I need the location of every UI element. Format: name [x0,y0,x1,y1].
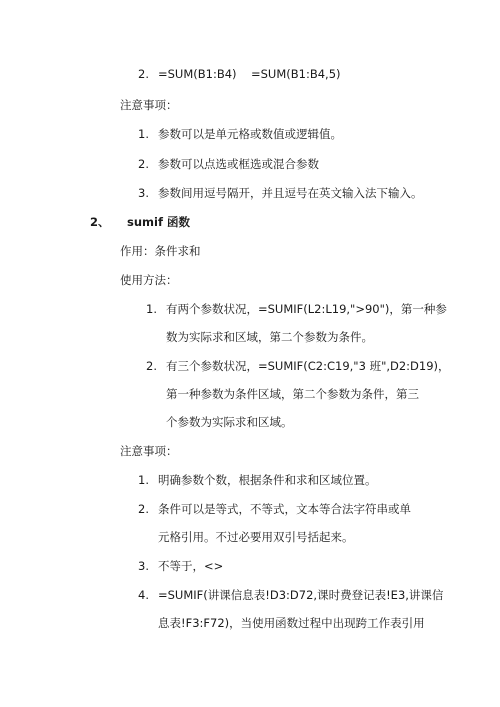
list-number: 1. [138,473,149,487]
usage-text: 有两个参数状况，=SUMIF(L2:L19,">90")，第一种参 [166,302,447,316]
list-number: 2. [138,67,149,81]
note-text: 不等于，<> [158,559,224,573]
notes-heading: 注意事项： [120,444,178,458]
note-text: =SUMIF(讲课信息表!D3:D72,课时费登记表!E3,讲课信 [158,588,444,602]
usage-text: 有三个参数状况，=SUMIF(C2:C19,"3 班",D2:D19)， [166,359,450,373]
purpose-text: 作用：条件求和 [120,244,201,258]
note-text: 条件可以是等式，不等式，文本等合法字符串或单 [158,502,411,516]
section-number: 2、 [90,215,110,229]
list-number: 3. [138,186,149,200]
usage-heading: 使用方法： [120,273,178,287]
list-number: 4. [138,588,149,602]
note-text: 息表!F3:F72)，当使用函数过程中出现跨工作表引用 [158,616,425,630]
note-text: 明确参数个数，根据条件和求和区域位置。 [158,473,377,487]
note-text: 参数可以是单元格或数值或逻辑值。 [158,127,342,141]
section-title: sumif 函数 [127,215,190,229]
usage-text: 数为实际求和区域，第二个参数为条件。 [166,330,373,344]
usage-text: 个参数为实际求和区域。 [166,415,293,429]
note-text: 元格引用。不过必要用双引号括起来。 [158,530,354,544]
notes-heading: 注意事项： [120,98,178,112]
list-number: 1. [138,127,149,141]
formula-sum-range-plus: =SUM(B1:B4,5) [251,67,341,81]
list-number: 1. [146,302,157,316]
list-number: 2. [138,157,149,171]
note-text: 参数可以点选或框选或混合参数 [158,157,319,171]
list-number: 3. [138,559,149,573]
usage-text: 第一种参数为条件区域，第二个参数为条件，第三 [166,387,419,401]
list-number: 2. [146,359,157,373]
note-text: 参数间用逗号隔开，并且逗号在英文输入法下输入。 [158,186,423,200]
formula-sum-range: =SUM(B1:B4) [158,67,237,81]
list-number: 2. [138,502,149,516]
